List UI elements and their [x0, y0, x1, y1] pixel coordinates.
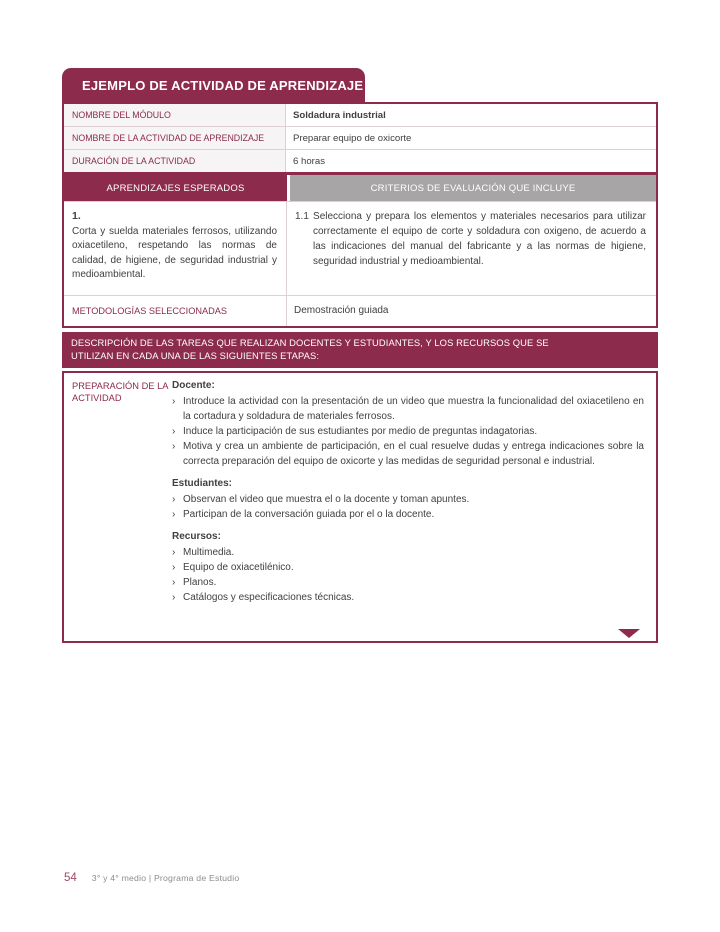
- learning-content-row: [64, 201, 656, 295]
- activity-table: [62, 102, 658, 328]
- group-heading-estudiantes: Estudiantes:: [172, 477, 233, 489]
- table-row: [64, 150, 656, 172]
- criterion-cell: [287, 202, 656, 295]
- criterion-text: Selecciona y prepara los elementos y materiales necesarios para utilizar correctamente el equipo de corte y soldadura con oxigeno, de acuerdo a las indicaciones del manual del fabricante y a las normas de higiene, seguridad industrial y medioambiental.: [313, 211, 646, 267]
- row-value: Soldadura industrial: [293, 109, 386, 121]
- page-footer: [64, 872, 239, 884]
- stage-content: [172, 380, 646, 641]
- list-item: [172, 507, 646, 522]
- page-title: EJEMPLO DE ACTIVIDAD DE APRENDIZAJE: [62, 68, 365, 102]
- bullet-text: Motiva y crea un ambiente de participación, en el cual resuelve dudas y entrega indicaciones sobre la correcta preparación del equipo de oxicorte y las medidas de seguridad personal e industrial.: [183, 440, 644, 467]
- bullet-text: Catálogos y especificaciones técnicas.: [183, 591, 355, 603]
- down-triangle-icon: [618, 629, 640, 638]
- bullet-text: Participan de la conversación guiada por el o la docente.: [183, 508, 435, 520]
- bullet-icon: ›: [172, 493, 176, 505]
- list-item: [172, 424, 646, 439]
- column-headers-row: [64, 172, 656, 201]
- criterion-paragraph: [295, 209, 646, 269]
- stage-label: PREPARACIÓN DE LA ACTIVIDAD: [72, 380, 168, 403]
- list-item: [172, 560, 646, 575]
- bullet-icon: ›: [172, 591, 176, 603]
- bullet-text: Observan el video que muestra el o la docente y toman apuntes.: [183, 493, 470, 505]
- bullet-icon: ›: [172, 395, 176, 407]
- bullet-text: Multimedia.: [183, 546, 235, 558]
- list-item: [172, 439, 646, 469]
- bullet-icon: ›: [172, 546, 176, 558]
- bullet-icon: ›: [172, 440, 176, 452]
- list-item: [172, 394, 646, 424]
- bullet-icon: ›: [172, 561, 176, 573]
- bullet-text: Introduce la actividad con la presentación de un video que muestra la funcionalidad del oxiacetileno en la cortadura y soldadura de materiales ferrosos.: [183, 395, 644, 422]
- criterion-number: 1.1: [295, 211, 309, 222]
- bullet-icon: ›: [172, 508, 176, 520]
- methodology-row: [64, 295, 656, 326]
- row-label: NOMBRE DE LA ACTIVIDAD DE APRENDIZAJE: [64, 127, 286, 149]
- bullet-icon: ›: [172, 425, 176, 437]
- bullet-text: Equipo de oxiacetilénico.: [183, 561, 294, 573]
- objective-text: Corta y suelda materiales ferrosos, utilizando oxiacetileno, respetando las normas de calidad, de higiene, de seguridad industrial y medioambiental.: [72, 225, 277, 280]
- page-number: 54: [64, 872, 77, 884]
- header-aprendizajes: APRENDIZAJES ESPERADOS: [64, 175, 287, 201]
- row-value: Preparar equipo de oxicorte: [293, 132, 412, 144]
- methodology-value: Demostración guiada: [294, 305, 389, 316]
- objective-number: 1.: [72, 210, 81, 222]
- row-label: DURACIÓN DE LA ACTIVIDAD: [64, 150, 286, 172]
- row-label: NOMBRE DEL MÓDULO: [64, 104, 286, 126]
- list-item: [172, 545, 646, 560]
- row-value: 6 horas: [293, 155, 325, 167]
- group-heading-docente: Docente:: [172, 379, 215, 391]
- description-banner: [62, 332, 658, 368]
- table-row: [64, 127, 656, 150]
- bullet-icon: ›: [172, 576, 176, 588]
- objective-cell: [64, 202, 287, 295]
- methodology-label: METODOLOGÍAS SELECCIONADAS: [64, 296, 287, 326]
- list-item: [172, 492, 646, 507]
- group-heading-recursos: Recursos:: [172, 530, 221, 542]
- bullet-text: Induce la participación de sus estudiantes por medio de preguntas indagatorias.: [183, 425, 538, 437]
- table-row: [64, 104, 656, 127]
- stage-block: [62, 371, 658, 643]
- description-banner-text: DESCRIPCIÓN DE LAS TAREAS QUE REALIZAN DOCENTES Y ESTUDIANTES, Y LOS RECURSOS QUE SE UTILIZAN EN CADA UNA DE LAS SIGUIENTES ETAPAS:: [71, 336, 549, 361]
- document-sheet: [62, 68, 658, 643]
- bullet-text: Planos.: [183, 576, 217, 588]
- list-item: [172, 575, 646, 590]
- list-item: [172, 590, 646, 605]
- header-criterios: CRITERIOS DE EVALUACIÓN QUE INCLUYE: [290, 175, 656, 201]
- footer-text: 3° y 4° medio | Programa de Estudio: [91, 873, 240, 883]
